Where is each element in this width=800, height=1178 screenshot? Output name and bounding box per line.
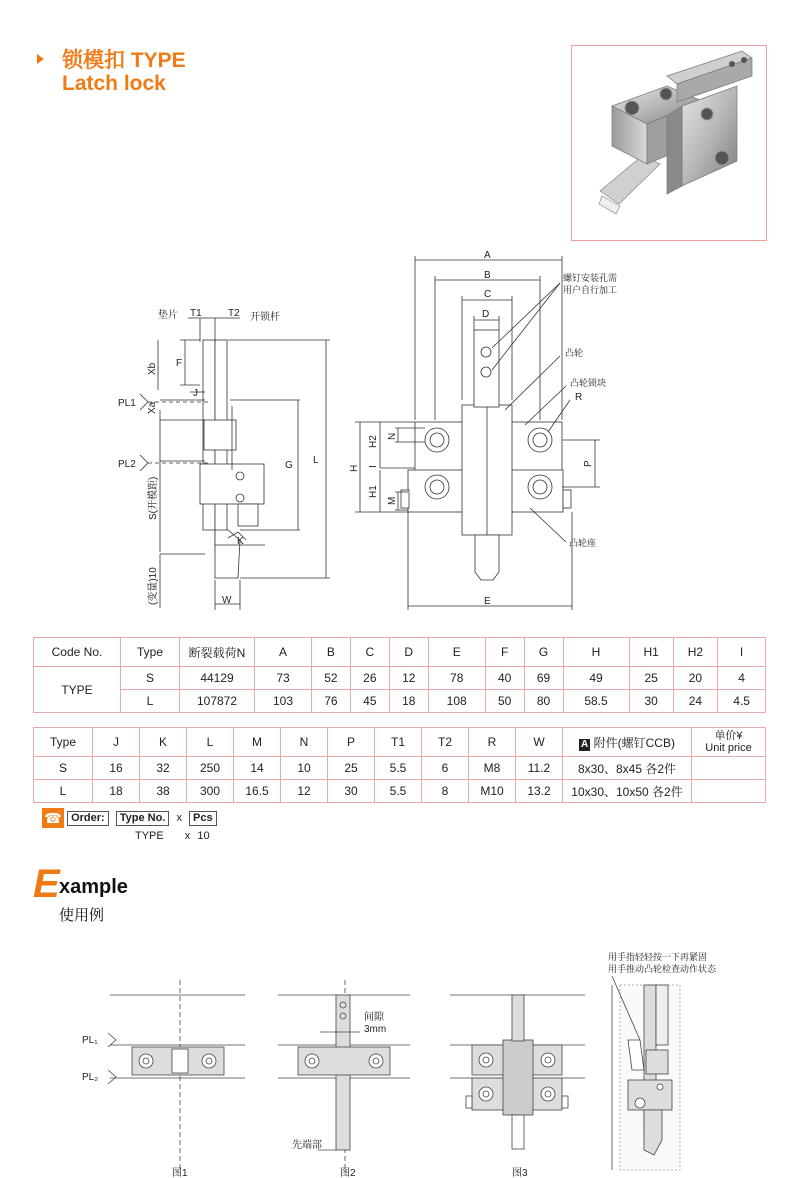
order-label: Order: [67,811,109,826]
table-cell: M10 [469,780,516,803]
table-cell: 14 [234,757,281,780]
unit-price-cn: 单价¥ [714,730,743,742]
table-row [34,780,766,803]
ex-note-2: 用手推动凸轮检查动作状态 [608,964,717,974]
label-h2: H2 [368,435,379,448]
label-xb: Xb [147,362,158,375]
table-row [34,690,766,713]
table-cell: 250 [187,757,234,780]
order-example [135,830,217,842]
label-t2: T2 [228,308,240,319]
table-header-cell: M [234,728,281,757]
table-cell: 45 [350,690,389,713]
label-t1: T1 [190,308,202,319]
label-d: D [482,309,490,320]
label-j: J [193,388,198,399]
table-cell: 44129 [180,667,255,690]
table-cell: 5.5 [375,757,422,780]
latch-lock-photo-icon [572,46,766,240]
example-figures [0,940,800,1178]
table-cell: 103 [255,690,312,713]
table-cell: 16.5 [234,780,281,803]
table-header-cell: W [516,728,563,757]
ex-fig1-label: 图1 [172,1168,188,1178]
table-header-cell: E [428,638,485,667]
table-header-cell: N [281,728,328,757]
label-xa: Xa [147,401,158,414]
technical-drawing [0,240,800,625]
table-header-cell: C [350,638,389,667]
table-header-cell: G [524,638,563,667]
accessory-badge: A [581,738,589,750]
example-big-letter: E [33,862,60,906]
label-n: N [387,432,398,440]
table-cell: 30 [328,780,375,803]
order-x: x [176,811,182,824]
label-k: K [237,536,244,547]
page-title-en: Latch lock [62,72,166,95]
table-cell: 4.5 [718,690,766,713]
table-cell: 8x30、8x45 各2件 [563,757,692,780]
table-cell: 52 [311,667,350,690]
table-cell: 30 [629,690,673,713]
example-fig-4 [612,976,680,1170]
table-cell [692,757,766,780]
table-header-cell: 断裂载荷N [180,638,255,667]
accessory-label: 附件(螺钉CCB) [593,735,675,750]
unit-price-header [692,728,766,757]
table-header-cell: A [255,638,312,667]
pcs-label: Pcs [189,811,217,826]
table-cell: 73 [255,667,312,690]
table-cell: S [34,757,93,780]
table-cell: 12 [281,780,328,803]
unit-price-en: Unit price [705,742,752,754]
table-cell: 5.5 [375,780,422,803]
ex-label-gap-2: 3mm [364,1024,387,1035]
table-cell: 13.2 [516,780,563,803]
table-cell: 25 [328,757,375,780]
spec-table-2 [33,727,766,803]
label-e: E [484,596,491,607]
table-header-cell: L [187,728,234,757]
ex-label-gap-1: 间隙 [364,1012,384,1023]
label-screw-note-2: 用户自行加工 [563,285,618,295]
table-cell [692,780,766,803]
label-b: B [484,270,491,281]
label-f: F [176,358,183,369]
label-pl2: PL2 [118,459,136,470]
table-cell: 32 [140,757,187,780]
label-r: R [575,392,583,403]
page-title-cn: 锁模扣 TYPE [62,49,186,72]
label-p: P [583,460,594,467]
table-header-cell: Type [121,638,180,667]
order-example-x: x [184,830,191,842]
table-cell: 69 [524,667,563,690]
table-cell: 6 [422,757,469,780]
table-cell: 108 [428,690,485,713]
example-fig-1 [108,980,245,1170]
label-i: I [368,465,379,468]
label-spacer: 垫片 [158,310,178,321]
table-cell: 25 [629,667,673,690]
code-no-cell: TYPE [34,667,121,713]
example-title-cn: 使用例 [59,907,105,924]
label-g: G [285,460,293,471]
table-header-cell: R [469,728,516,757]
table-cell: S [121,667,180,690]
table-cell: 78 [428,667,485,690]
spec-table-1 [33,637,766,713]
label-s: S(开模距) [148,476,159,520]
label-h1: H1 [368,485,379,498]
table-cell: 38 [140,780,187,803]
bullet-arrow-icon [37,54,44,64]
label-cam-lock: 凸轮锁块 [570,378,607,388]
table-header-cell: T2 [422,728,469,757]
table-header-cell: P [328,728,375,757]
table-cell: 80 [524,690,563,713]
table-cell: 76 [311,690,350,713]
table-header-cell: I [718,638,766,667]
table-header-cell: Code No. [34,638,121,667]
product-photo [571,45,767,241]
table-cell: 16 [93,757,140,780]
label-c: C [484,289,492,300]
table-cell: 40 [485,667,524,690]
label-a: A [484,250,491,261]
table-row [34,757,766,780]
label-pl1: PL1 [118,398,136,409]
label-release-rod: 开锁杆 [250,312,280,323]
table-header-cell: T1 [375,728,422,757]
type-no-label: Type No. [116,811,170,826]
label-ten: (变量)10 [148,567,159,605]
table-cell: 107872 [180,690,255,713]
table-cell: L [34,780,93,803]
table-row [34,667,766,690]
table-header-cell: B [311,638,350,667]
table-cell: 8 [422,780,469,803]
ex-label-pl1: PL₁ [82,1035,98,1046]
ex-note-1: 用手指轻轻按一下再紧固 [608,952,708,962]
table-cell: 300 [187,780,234,803]
table-cell: L [121,690,180,713]
order-example-type: TYPE [135,830,164,842]
table-cell: 10x30、10x50 各2件 [563,780,692,803]
ex-fig2-label: 图2 [340,1168,356,1178]
label-m: M [387,496,398,505]
table-cell: 49 [563,667,629,690]
side-view [140,318,330,610]
example-title: xample [59,876,128,898]
label-l: L [313,455,319,466]
table-header-cell: H2 [673,638,717,667]
table-header-cell: H [563,638,629,667]
label-screw-note-1: 螺钉安装孔需 [563,273,618,283]
table-cell: 50 [485,690,524,713]
table-header-cell: F [485,638,524,667]
table-cell: 12 [389,667,428,690]
order-example-qty: 10 [197,830,210,842]
label-cam-seat: 凸轮座 [569,538,597,548]
table-cell: 18 [93,780,140,803]
label-h: H [349,464,360,472]
order-section [42,808,217,842]
accessory-header-cell [563,728,692,757]
table-cell: 11.2 [516,757,563,780]
table-cell: 18 [389,690,428,713]
table-header-cell: D [389,638,428,667]
table-cell: 4 [718,667,766,690]
label-w: W [222,595,232,606]
table-header-cell: J [93,728,140,757]
table-header-row [34,638,766,667]
table-cell: 24 [673,690,717,713]
table-cell: 26 [350,667,389,690]
phone-icon: ☎ [42,808,64,828]
ex-label-pl2: PL₂ [82,1072,99,1083]
example-fig-3 [450,995,585,1149]
ex-label-tip: 先端部 [292,1140,322,1151]
table-header-cell: Type [34,728,93,757]
table-cell: 20 [673,667,717,690]
table-header-cell: H1 [629,638,673,667]
table-cell: M8 [469,757,516,780]
table-header-cell: K [140,728,187,757]
table-cell: 10 [281,757,328,780]
label-cam: 凸轮 [565,348,584,358]
table-cell: 58.5 [563,690,629,713]
ex-fig3-label: 图3 [512,1168,528,1178]
table-header-row [34,728,766,757]
